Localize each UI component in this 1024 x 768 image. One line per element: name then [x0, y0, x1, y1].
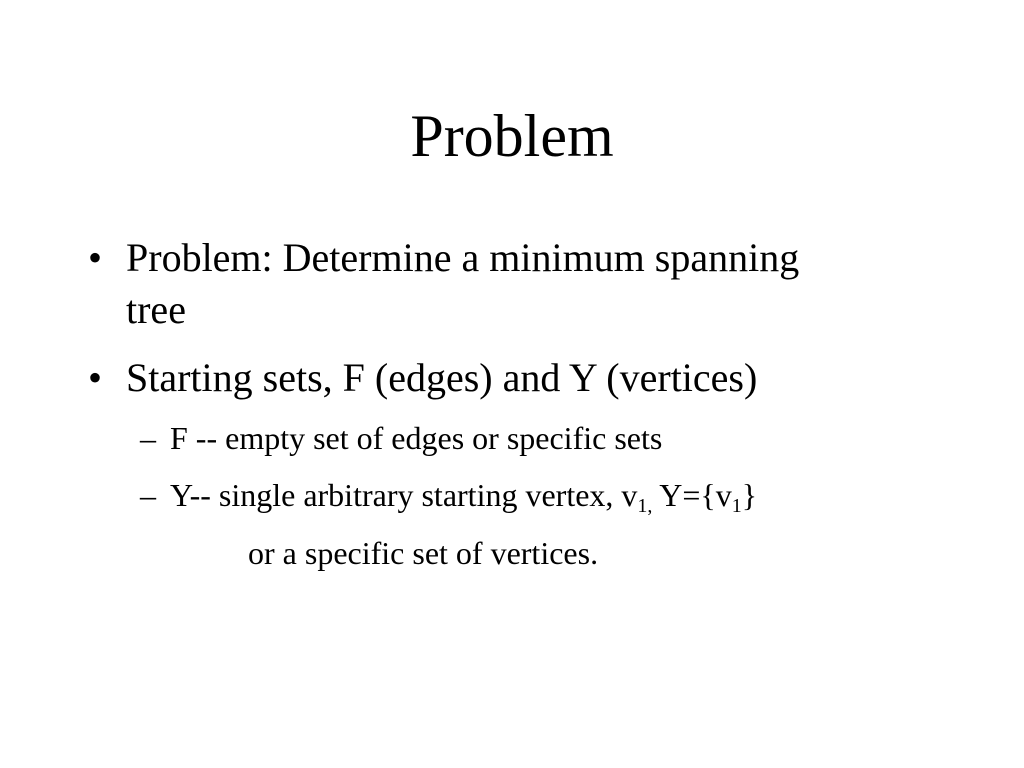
subbullet-text-mid: Y={v — [652, 477, 732, 513]
subbullet-text: F -- empty set of edges or specific sets — [170, 420, 663, 456]
subscript: 1, — [637, 495, 653, 517]
subbullet-text — [170, 475, 757, 515]
bullet-text-line: Problem: Determine a minimum spanning — [126, 235, 800, 280]
subbullet-item — [0, 475, 1024, 515]
subbullet-item — [0, 418, 1024, 458]
bullet-marker: • — [88, 355, 103, 400]
bullet-marker: • — [88, 235, 103, 280]
subbullet-marker: – — [140, 420, 156, 456]
subbullet-marker: – — [140, 477, 156, 513]
bullet-item — [0, 232, 1024, 336]
bullet-text-line: tree — [126, 287, 186, 332]
subscript: 1 — [731, 495, 742, 517]
bullet-item — [0, 352, 1024, 404]
subbullet-text-prefix: Y-- single arbitrary starting vertex, v — [170, 477, 638, 513]
subbullet-continuation: or a specific set of vertices. — [248, 535, 599, 571]
subbullet-text-suffix: } — [741, 477, 758, 513]
slide-title: Problem — [410, 103, 614, 169]
bullet-text: Starting sets, F (edges) and Y (vertices) — [126, 355, 758, 400]
